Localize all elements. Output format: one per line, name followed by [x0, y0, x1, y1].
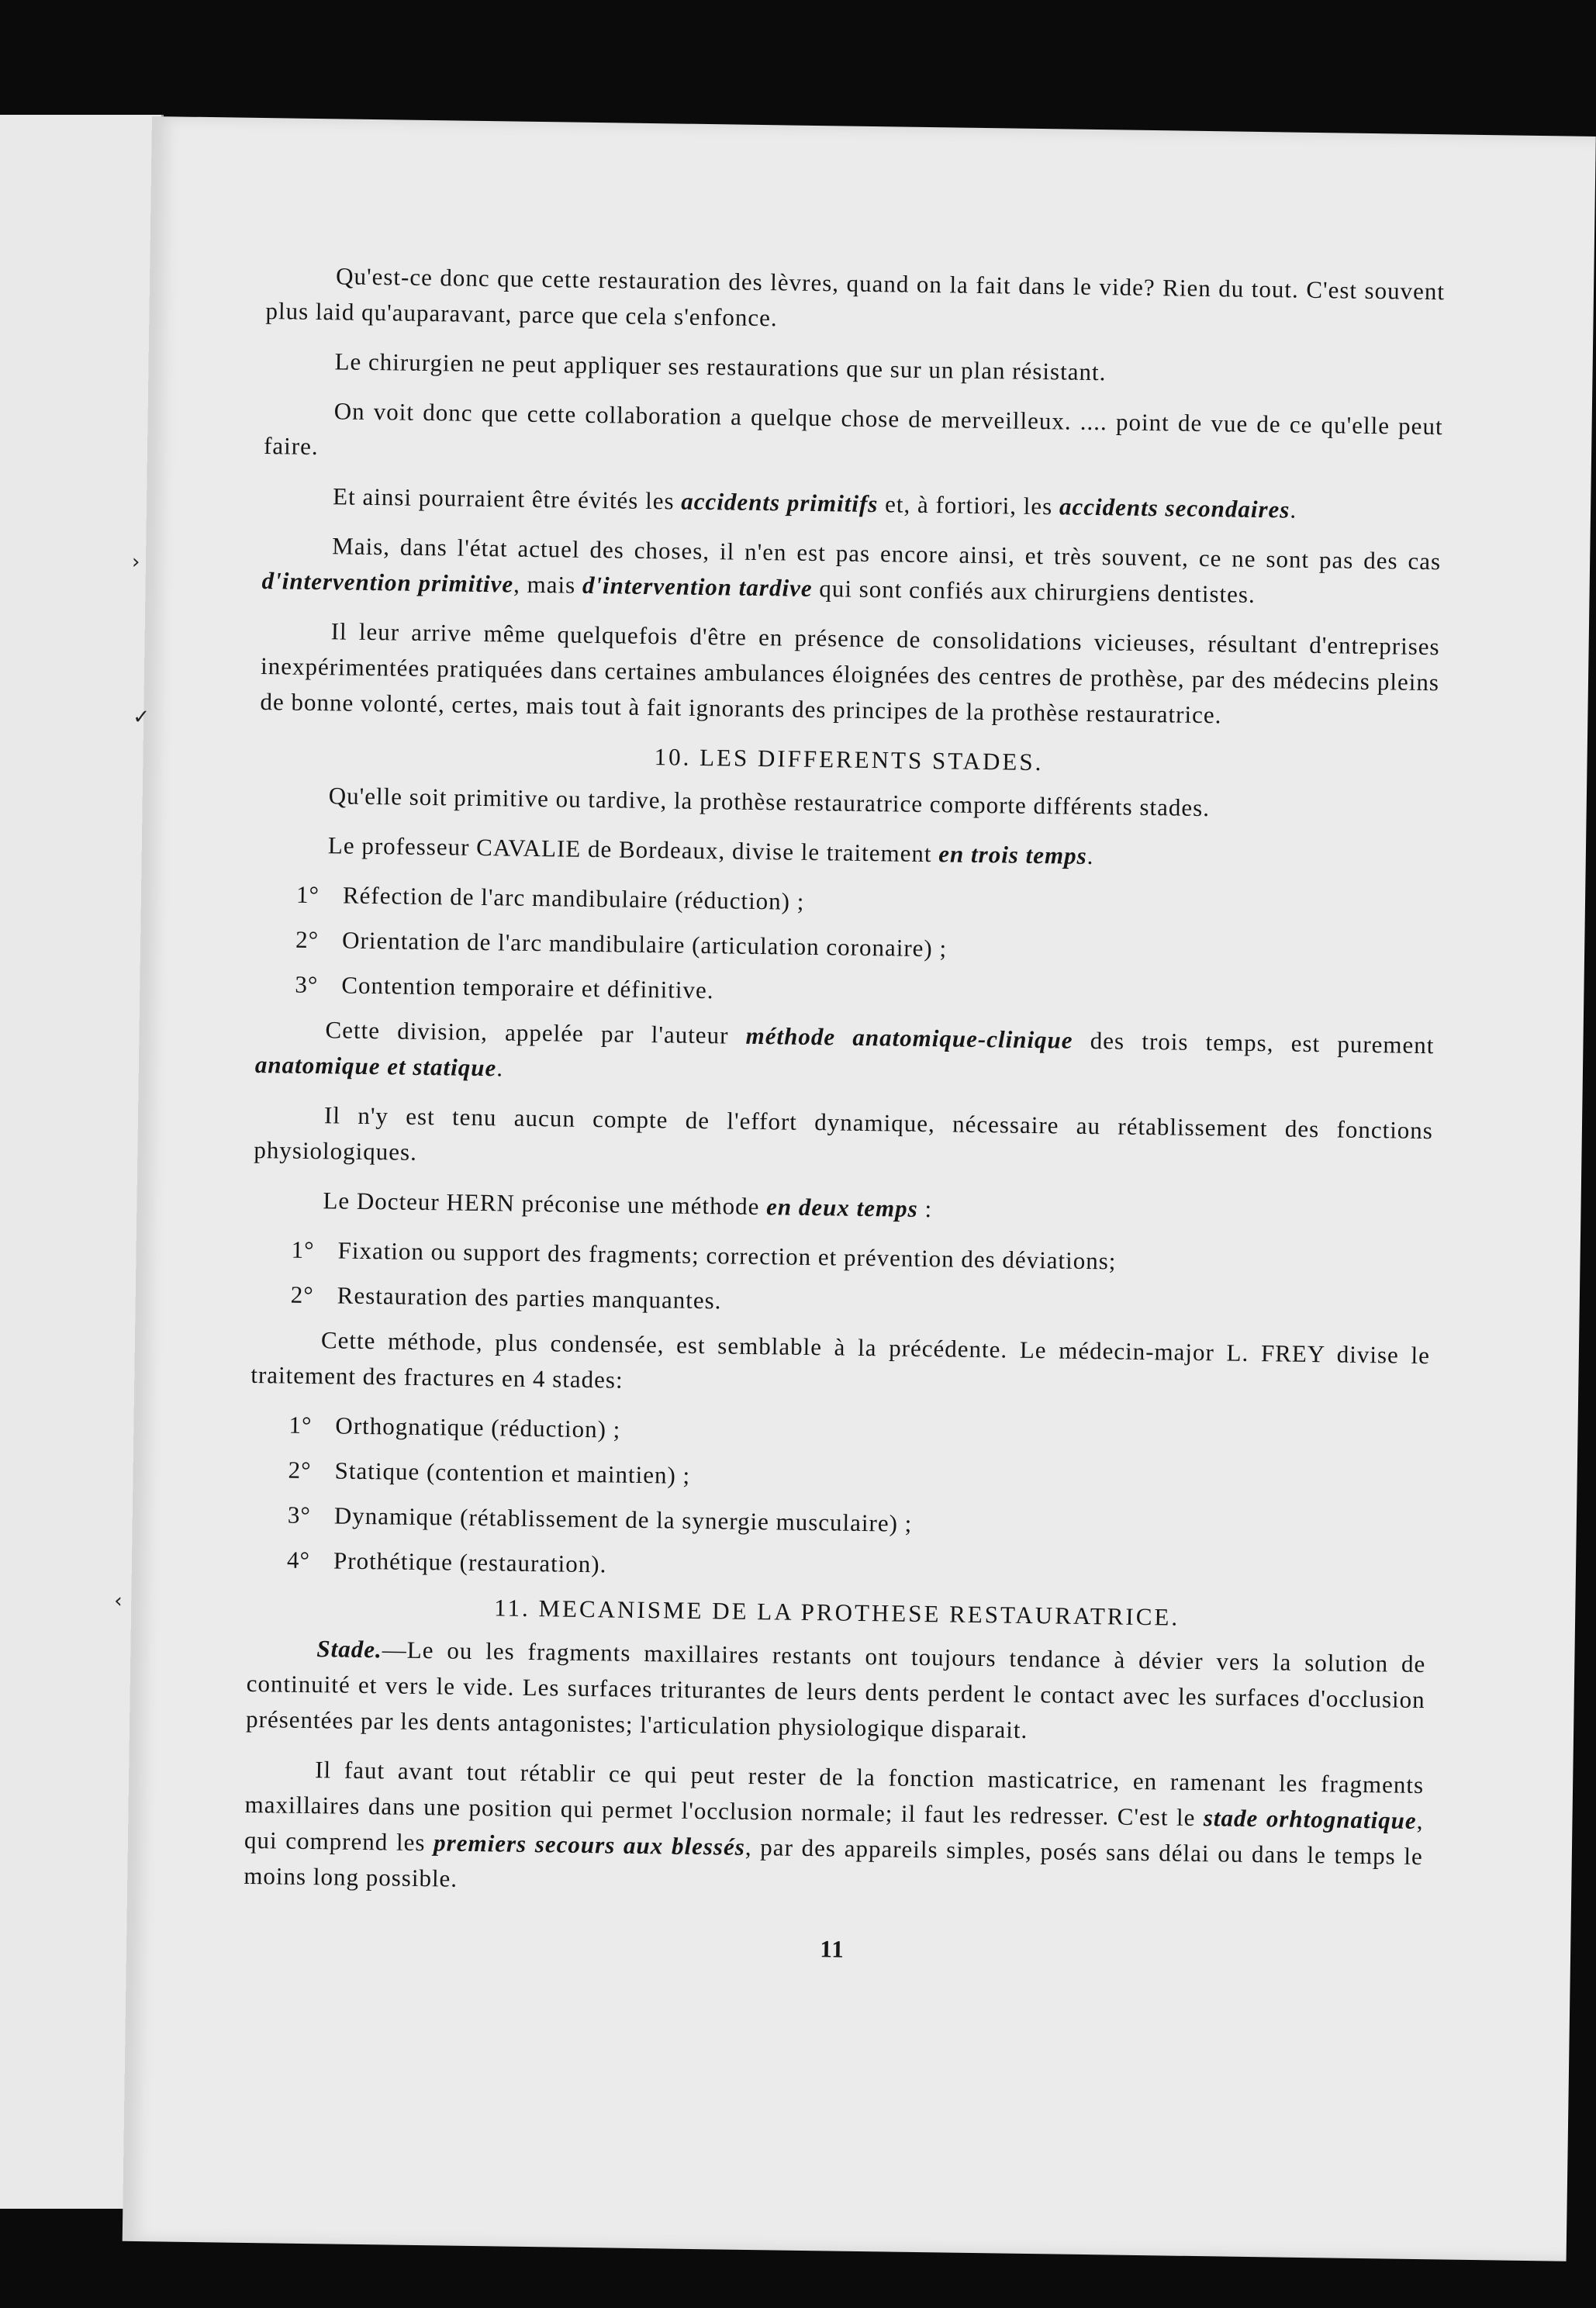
page-number: 11 — [820, 1935, 845, 1963]
page-text — [243, 257, 1446, 1989]
list-item: 3° Contention temporaire et définitive. — [295, 970, 714, 1004]
list-item: 4° Prothétique (restauration). — [286, 1546, 607, 1578]
paragraph: Le Docteur HERN préconise une méthode en deux temps : — [323, 1187, 933, 1223]
paragraph: Il faut avant tout rétablir ce qui peut rester de la fonction masticatrice, en ramenant les fragments maxillaires dans une position qui permet l'occlusion normale; il faut les redresser. C'est le stade orhtognatique, qui comprend les premiers secours aux blessés, par des appareils simples, posés sans délai ou dans le temps le moins long possible. — [244, 1756, 1425, 1892]
list-item: 1° Fixation ou support des fragments; correction et prévention des déviations; — [291, 1235, 1117, 1275]
section-heading: 10. LES DIFFERENTS STADES. — [654, 743, 1044, 776]
book-page — [114, 116, 1596, 2261]
paragraph: Et ainsi pourraient être évités les accidents primitifs et, à fortiori, les accidents secondaires. — [332, 482, 1297, 523]
margin-mark: ‹ — [114, 1589, 123, 1613]
section-heading: 11. MECANISME DE LA PROTHESE RESTAURATRICE. — [493, 1594, 1180, 1631]
paragraph: Qu'elle soit primitive ou tardive, la prothèse restauratrice comporte différents stades. — [328, 782, 1211, 822]
paragraph: Stade.—Le ou les fragments maxillaires restants ont toujours tendance à dévier vers la solution de continuité et vers le vide. Les surfaces triturantes de leurs dents perdent le contact avec les surfaces d'occlusion présentées par les dents antagonistes; l'articulation physiologique disparait. — [245, 1635, 1426, 1743]
list-item: 1° Orthognatique (réduction) ; — [288, 1411, 621, 1443]
paragraph: Le professeur CAVALIE de Bordeaux, divise le traitement en trois temps. — [327, 831, 1094, 870]
list-item: 2° Restauration des parties manquantes. — [290, 1280, 722, 1315]
paragraph: Le chirurgien ne peut appliquer ses restaurations que sur un plan résistant. — [334, 347, 1107, 386]
paragraph: Cette méthode, plus condensée, est semblable à la précédente. Le médecin-major L. FREY divise le traitement des fractures en 4 stades: — [250, 1326, 1431, 1394]
paragraph: Mais, dans l'état actuel des choses, il n'en est pas encore ainsi, et très souvent, ce ne sont pas des cas d'intervention primitive, mais d'intervention tardive qui sont confiés aux chirurgiens dentistes. — [261, 532, 1442, 608]
list-item: 2° Orientation de l'arc mandibulaire (articulation coronaire) ; — [295, 925, 948, 962]
list-item: 1° Réfection de l'arc mandibulaire (réduction) ; — [295, 880, 805, 915]
paragraph: On voit donc que cette collaboration a quelque chose de merveilleux. .... point de vue de ce qu'elle peut faire. — [263, 397, 1443, 461]
paragraph: Cette division, appelée par l'auteur méthode anatomique-clinique des trois temps, est purement anatomique et statique. — [254, 1016, 1435, 1082]
margin-mark: › — [131, 550, 140, 574]
list-item: 2° Statique (contention et maintien) ; — [288, 1456, 691, 1489]
margin-mark: ✓ — [132, 705, 150, 730]
paragraph: Il n'y est tenu aucun compte de l'effort dynamique, nécessaire au rétablissement des fonctions physiologiques. — [254, 1101, 1434, 1166]
paragraph: Il leur arrive même quelquefois d'être en présence de consolidations vicieuses, résultant d'entreprises inexpérimentées pratiquées dans certaines ambulances éloignées des centres de prothèse, par des médecins pleins de bonne volonté, certes, mais tout à fait ignorants des principes de la prothèse restauratrice. — [260, 617, 1440, 729]
paragraph: Qu'est-ce donc que cette restauration des lèvres, quand on la fait dans le vide? Rien du tout. C'est souvent plus laid qu'auparavant, parce que cela s'enfonce. — [265, 262, 1446, 332]
list-item: 3° Dynamique (rétablissement de la synergie musculaire) ; — [287, 1501, 913, 1537]
